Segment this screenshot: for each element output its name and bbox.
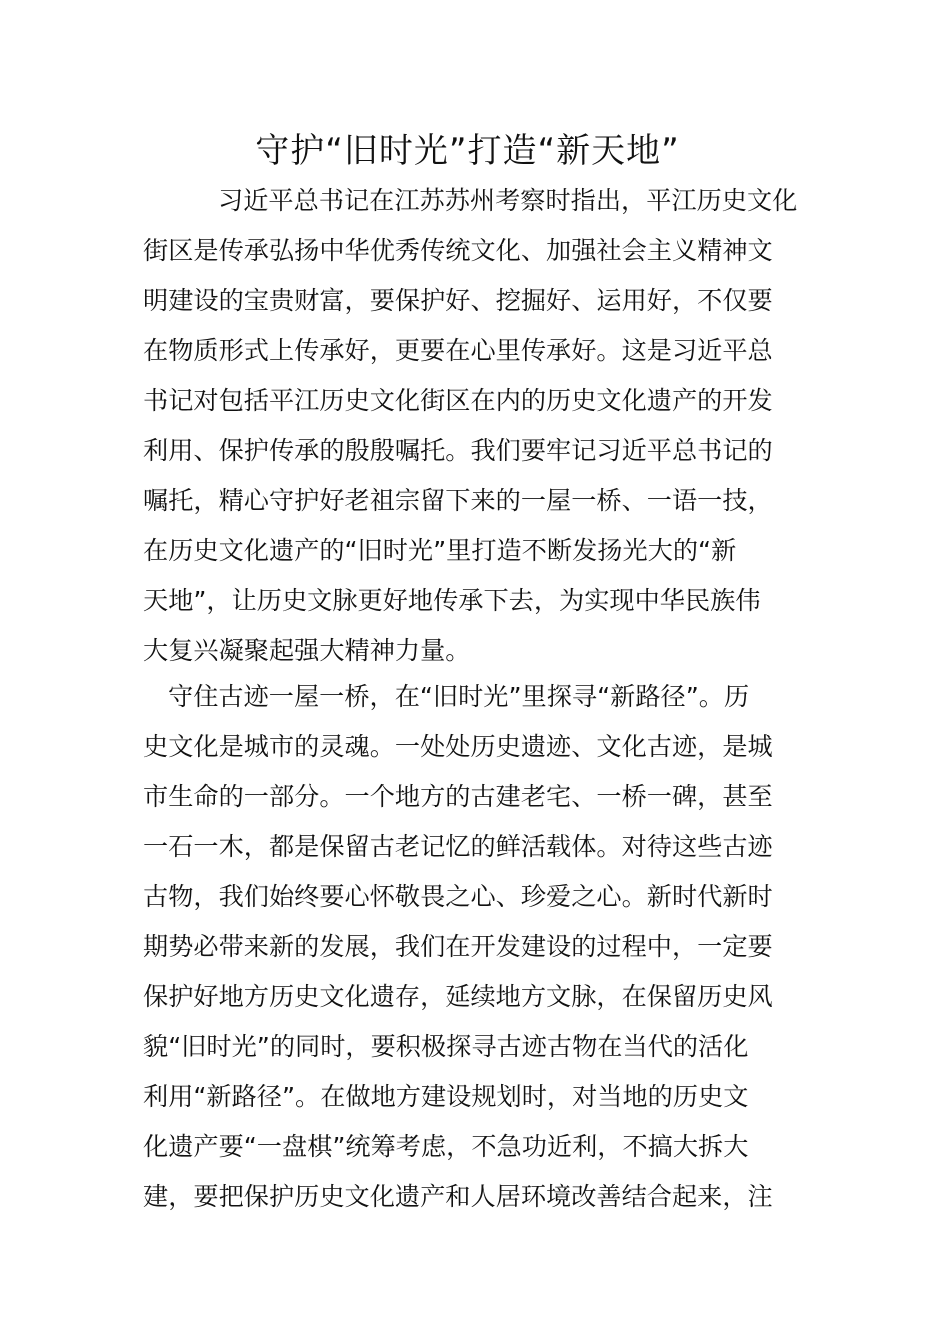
paragraph-line: 建，要把保护历史文化遗产和人居环境改善结合起来，注 — [143, 1182, 773, 1211]
paragraph-line: 在物质形式上传承好，更要在心里传承好。这是习近平总 — [143, 336, 773, 365]
paragraph-line: 习近平总书记在江苏苏州考察时指出，平江历史文化 — [218, 186, 798, 215]
paragraph-line: 利用、保护传承的殷殷嘱托。我们要牢记习近平总书记的 — [143, 436, 773, 465]
paragraph-1 — [143, 176, 807, 676]
paragraph-line: 化遗产要“一盘棋”统筹考虑，不急功近利，不搞大拆大 — [143, 1132, 749, 1161]
paragraph-line: 史文化是城市的灵魂。一处处历史遗迹、文化古迹，是城 — [143, 732, 773, 761]
paragraph-line: 明建设的宝贵财富，要保护好、挖掘好、运用好，不仅要 — [143, 286, 773, 315]
paragraph-line: 在历史文化遗产的“旧时光”里打造不断发扬光大的“新 — [143, 536, 737, 565]
paragraph-line: 大复兴凝聚起强大精神力量。 — [143, 636, 471, 665]
paragraph-line: 守住古迹一屋一桥，在“旧时光”里探寻“新路径”。历 — [168, 682, 750, 711]
paragraph-line: 天地”，让历史文脉更好地传承下去，为实现中华民族伟 — [143, 586, 761, 615]
paragraph-line: 市生命的一部分。一个地方的古建老宅、一桥一碑，甚至 — [143, 782, 773, 811]
document-title: 守护“旧时光”打造“新天地” — [255, 131, 680, 171]
paragraph-line: 嘱托，精心守护好老祖宗留下来的一屋一桥、一语一技， — [143, 486, 773, 515]
paragraph-line: 街区是传承弘扬中华优秀传统文化、加强社会主义精神文 — [143, 236, 773, 265]
paragraph-line: 一石一木，都是保留古老记忆的鲜活载体。对待这些古迹 — [143, 832, 773, 861]
paragraph-line: 期势必带来新的发展，我们在开发建设的过程中，一定要 — [143, 932, 773, 961]
paragraph-line: 貌“旧时光”的同时，要积极探寻古迹古物在当代的活化 — [143, 1032, 749, 1061]
paragraph-line: 保护好地方历史文化遗存，延续地方文脉，在保留历史风 — [143, 982, 773, 1011]
paragraph-line: 利用“新路径”。在做地方建设规划时，对当地的历史文 — [143, 1082, 749, 1111]
paragraph-line: 古物，我们始终要心怀敬畏之心、珍爱之心。新时代新时 — [143, 882, 773, 911]
paragraph-2 — [143, 672, 807, 1222]
paragraph-line: 书记对包括平江历史文化街区在内的历史文化遗产的开发 — [143, 386, 773, 415]
